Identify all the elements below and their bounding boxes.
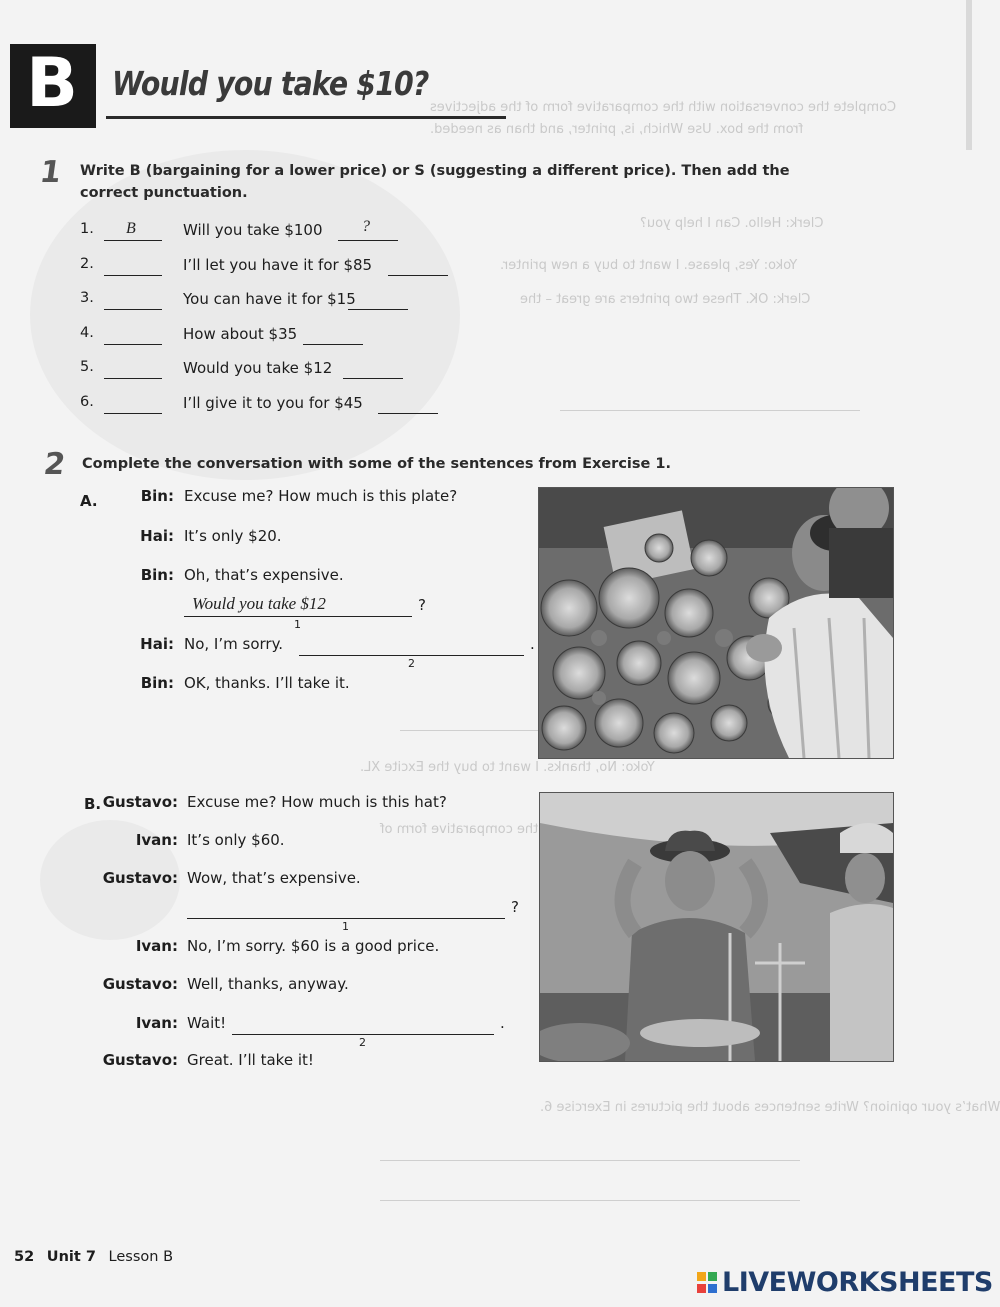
page-number: 52	[14, 1249, 35, 1265]
liveworksheets-wordmark: LIVEWORKSHEETS	[722, 1267, 993, 1298]
item-punctuation-blank[interactable]	[303, 326, 363, 345]
exercise-1-instruction	[80, 160, 790, 204]
item-number: 5.	[80, 359, 94, 375]
item-punctuation-text: ?	[362, 218, 370, 235]
blank-number: 1	[342, 920, 349, 933]
dialogue-answer-blank[interactable]	[187, 900, 505, 919]
blank-number: 1	[294, 618, 301, 631]
dialogue-line: No, I’m sorry. $60 is a good price.	[187, 937, 440, 955]
bleed-through-rule	[560, 410, 860, 411]
dialogue-line: It’s only $20.	[184, 527, 282, 545]
item-sentence: I’ll let you have it for $85	[183, 256, 373, 274]
instruction-line-2: correct punctuation.	[80, 185, 248, 201]
speaker-name: Ivan:	[135, 937, 178, 955]
item-answer-blank[interactable]	[104, 291, 162, 310]
dialogue-answer-blank[interactable]	[232, 1016, 494, 1035]
item-answer-blank[interactable]	[104, 360, 162, 379]
item-answer-blank[interactable]	[104, 326, 162, 345]
dialogue-answer-blank[interactable]	[299, 637, 524, 656]
page-title: Would you take $10?	[112, 64, 429, 103]
blank-number: 2	[359, 1036, 366, 1049]
market-plates-image	[539, 488, 893, 758]
blank-number: 2	[408, 657, 415, 670]
item-sentence: Would you take $12	[183, 359, 333, 377]
bleed-through-rule	[380, 1200, 800, 1201]
speaker-name: Gustavo:	[102, 975, 178, 993]
lesson-letter: B	[26, 44, 78, 123]
dialogue-punctuation: ?	[418, 596, 426, 614]
item-number: 6.	[80, 394, 94, 410]
dialogue-line: It’s only $60.	[187, 831, 285, 849]
conversation-b-label: B.	[84, 795, 102, 813]
page-edge	[966, 0, 972, 150]
item-answer-blank[interactable]	[104, 395, 162, 414]
speaker-name: Bin:	[140, 566, 174, 584]
bleed-through-text: Yoko: Yes, please. I want to buy a new printer.	[500, 258, 798, 273]
dialogue-answer-text: Would you take $12	[192, 594, 326, 613]
dialogue-line: Oh, that’s expensive.	[184, 566, 344, 584]
item-punctuation-blank[interactable]	[348, 291, 408, 310]
hat-market-photo	[539, 792, 894, 1062]
bleed-through-text: Complete the conversation with the comparative form of the adjectives	[430, 100, 897, 115]
bleed-through-text: from the box. Use Which, is, printer, and than as needed.	[430, 122, 804, 137]
dialogue-line: Great. I’ll take it!	[187, 1051, 314, 1069]
dialogue-punctuation: .	[500, 1014, 505, 1032]
exercise-2-number: 2	[41, 447, 68, 482]
item-sentence: How about $35	[183, 325, 298, 343]
bleed-through-text: What’s your opinion? Write sentences about the pictures in Exercise 6.	[540, 1100, 1000, 1115]
market-plates-photo	[538, 487, 894, 759]
dialogue-punctuation: .	[530, 635, 535, 653]
item-number: 3.	[80, 290, 94, 306]
speaker-name: Gustavo:	[102, 869, 178, 887]
item-sentence: Will you take $100	[183, 221, 323, 239]
item-number: 4.	[80, 325, 94, 341]
speaker-name: Bin:	[140, 487, 174, 505]
speaker-name: Ivan:	[135, 1014, 178, 1032]
bleed-through-text: the comparative form of	[380, 822, 539, 837]
item-answer-blank[interactable]	[104, 257, 162, 276]
liveworksheets-logo	[697, 1268, 993, 1298]
instruction-line-1: Write B (bargaining for a lower price) or S (suggesting a different price). Then add the	[80, 163, 790, 179]
page-footer	[14, 1249, 173, 1265]
dialogue-line: OK, thanks. I’ll take it.	[184, 674, 350, 692]
dialogue-line: Well, thanks, anyway.	[187, 975, 349, 993]
speaker-name: Bin:	[140, 674, 174, 692]
bleed-through-text: Yoko: No, thanks. I want to buy the Excite XL.	[360, 760, 655, 775]
speaker-name: Hai:	[140, 527, 174, 545]
dialogue-line: No, I’m sorry.	[184, 635, 284, 653]
speaker-name: Gustavo:	[102, 1051, 178, 1069]
speaker-name: Gustavo:	[102, 793, 178, 811]
item-punctuation-blank[interactable]	[388, 257, 448, 276]
lesson-label: Lesson B	[108, 1249, 174, 1265]
dialogue-line: Wait!	[187, 1014, 227, 1032]
hat-market-image	[540, 793, 893, 1061]
item-sentence: You can have it for $15	[183, 290, 356, 308]
unit-label: Unit 7	[46, 1249, 96, 1265]
item-answer-text: B	[126, 220, 136, 237]
item-sentence: I’ll give it to you for $45	[183, 394, 363, 412]
dialogue-line: Wow, that’s expensive.	[187, 869, 361, 887]
dialogue-line: Excuse me? How much is this hat?	[187, 793, 447, 811]
bleed-through-rule	[380, 1160, 800, 1161]
item-punctuation-blank[interactable]	[378, 395, 438, 414]
item-number: 1.	[80, 221, 94, 237]
item-punctuation-blank[interactable]	[343, 360, 403, 379]
speaker-name: Hai:	[140, 635, 174, 653]
conversation-a-label: A.	[80, 492, 98, 510]
dialogue-punctuation: ?	[511, 898, 519, 916]
bleed-through-text: Clerk: Hello. Can I help you?	[640, 216, 824, 231]
exercise-2-instruction: Complete the conversation with some of the sentences from Exercise 1.	[82, 456, 671, 472]
liveworksheets-icon	[697, 1270, 719, 1296]
dialogue-line: Excuse me? How much is this plate?	[184, 487, 458, 505]
speaker-name: Ivan:	[135, 831, 178, 849]
exercise-1-number: 1	[37, 155, 64, 190]
bleed-through-text: Clerk: OK. These two printers are great – the	[520, 292, 811, 307]
title-underline	[106, 116, 506, 119]
item-number: 2.	[80, 256, 94, 272]
